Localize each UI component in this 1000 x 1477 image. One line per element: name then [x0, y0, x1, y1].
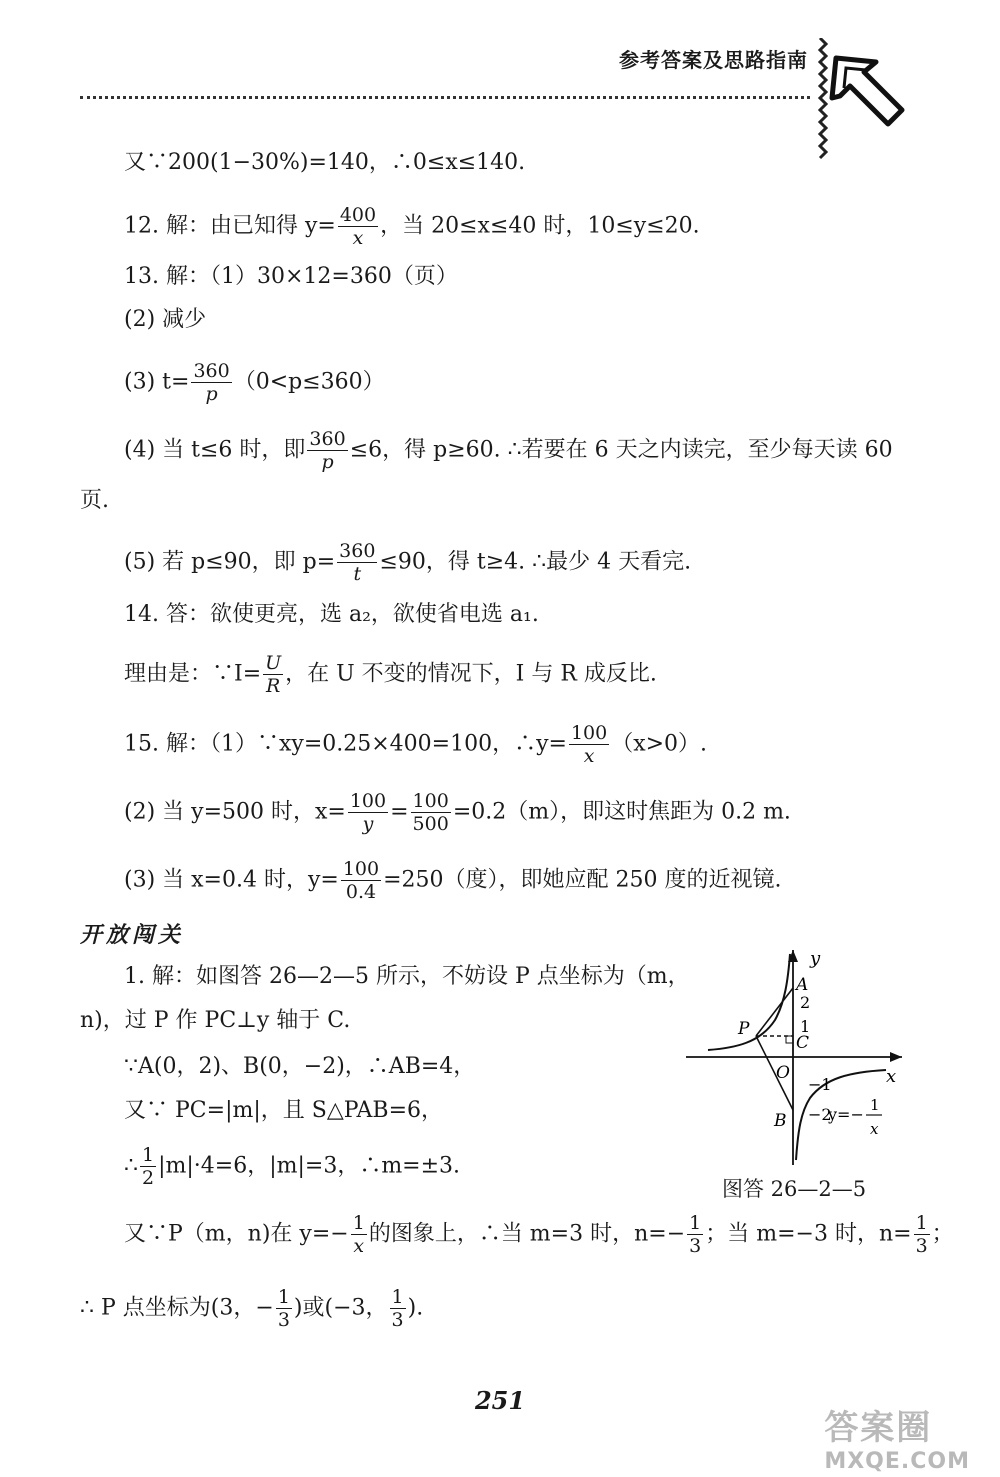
hyperbola-figure	[680, 940, 910, 1170]
text-line-15-2: (2) 当 y=500 时，x= $\frac{100}{y}$ = $\frac{100}{500}$ =0.2（m），即这时焦距为 0.2 m.	[124, 790, 791, 835]
function-den: x	[870, 1120, 879, 1138]
point-b-label: B	[774, 1111, 787, 1131]
text-line: 1. 解：如图答 26—2—5 所示，不妨设 P 点坐标为（m，	[124, 964, 690, 989]
text-line-13-4: (4) 当 t≤6 时，即 $\frac{360}{p}$ ≤6，得 p≥60. ∴若要在 6 天之内读完，至少每天读 60	[124, 428, 893, 473]
x-axis-label: x	[886, 1066, 897, 1087]
text-line-14-reason: 理由是：∵I= $\frac{U}{R}$ ，在 U 不变的情况下，I 与 R 成反比.	[124, 652, 657, 697]
point-p-label: P	[738, 1019, 750, 1039]
page-number: 251	[474, 1386, 526, 1415]
text-line: (2) 减少	[124, 307, 207, 332]
origin-label: O	[776, 1063, 790, 1083]
text-line-m: ∴ $\frac{1}{2}$ |m|·4=6，|m|=3，∴m=±3.	[124, 1144, 461, 1189]
text-line: n)，过 P 作 PC⊥y 轴于 C.	[80, 1008, 351, 1033]
arrow-logo-icon	[814, 38, 914, 166]
figure-caption: 图答 26—2—5	[722, 1177, 867, 1201]
text-line: 又∵ PC=|m|，且 S△PAB=6，	[124, 1098, 444, 1123]
watermark-logo: 答案圈 MXQE.COM	[824, 1408, 970, 1474]
tick-neg2-label: −2	[808, 1105, 832, 1124]
text-line-n: 又∵P（m，n)在 y=− $\frac{1}{x}$ 的图象上，∴当 m=3 时，n=− $\frac{1}{3}$ ；当 m=−3 时，n= $\frac{1}{3}$ ；	[124, 1212, 954, 1257]
text-line: 13. 解：（1）30×12=360（页）	[124, 264, 458, 289]
text-line: 页.	[80, 488, 109, 513]
text-line-12: 12. 解：由已知得 y= $\frac{400}{x}$ ，当 20≤x≤40 时，10≤y≤20.	[124, 204, 700, 249]
text-line-13-5: (5) 若 p≤90，即 p= $\frac{360}{t}$ ≤90，得 t≥4. ∴最少 4 天看完.	[124, 540, 692, 585]
function-num: 1	[870, 1096, 880, 1114]
function-label: y=−	[828, 1105, 864, 1124]
text-line: 14. 答：欲使更亮，选 a₂，欲使省电选 a₁.	[124, 602, 539, 627]
header-title: 参考答案及思路指南	[619, 48, 808, 72]
tick-1-label: 1	[800, 1017, 811, 1036]
text-line-15-1: 15. 解：（1）∵xy=0.25×400=100，∴y= $\frac{100}{x}$ （x>0）.	[124, 722, 708, 767]
point-a-label: A	[796, 975, 809, 995]
text-line-answer: ∴ P 点坐标为(3，− $\frac{1}{3}$ )或(−3， $\frac{1}{3}$ ).	[80, 1286, 424, 1331]
y-axis-label: y	[810, 948, 821, 969]
text-line: 又∵200(1−30%)=140，∴0≤x≤140.	[124, 150, 526, 175]
text-line: ∵A(0，2)、B(0，−2)，∴AB=4，	[124, 1054, 476, 1079]
point-c-label: C	[796, 1033, 810, 1053]
text-line-13-3: (3) t= $\frac{360}{p}$ （0<p≤360）	[124, 360, 385, 405]
tick-neg1-label: −1	[808, 1075, 832, 1094]
text-line-15-3: (3) 当 x=0.4 时，y= $\frac{100}{0.4}$ =250（度），即她应配 250 度的近视镜.	[124, 858, 782, 903]
section-title: 开放闯关	[80, 923, 185, 948]
header-divider	[80, 96, 810, 99]
tick-2-label: 2	[800, 993, 811, 1012]
